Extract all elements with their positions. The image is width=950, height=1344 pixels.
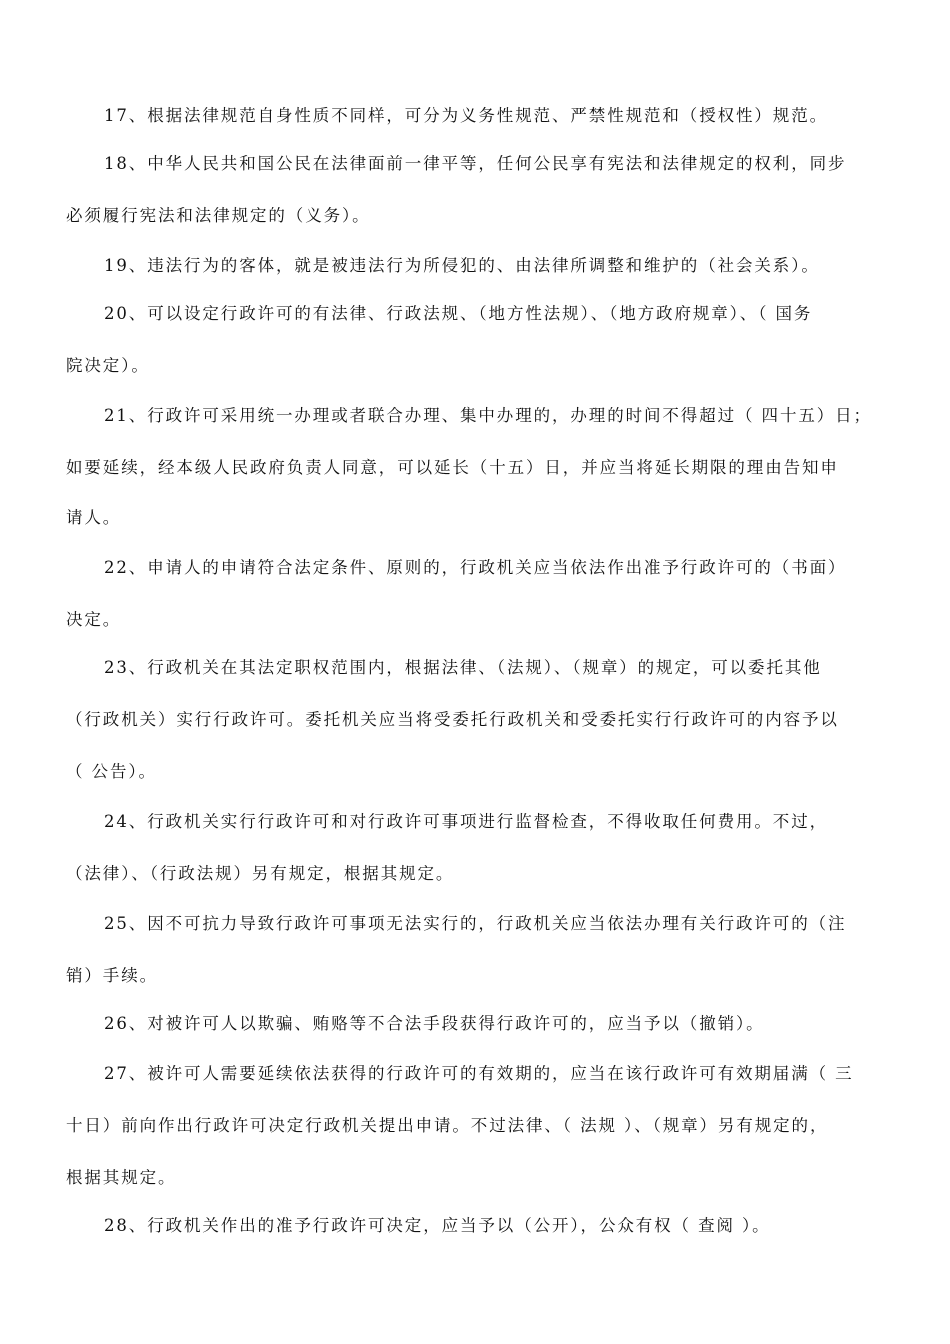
item-21-line-2: 如要延续，经本级人民政府负责人同意，可以延长（十五）日，并应当将延长期限的理由告知申 xyxy=(66,457,839,477)
item-27-line-1: 27、被许可人需要延续依法获得的行政许可的有效期的，应当在该行政许可有效期届满（ 三 xyxy=(104,1063,854,1083)
item-24-line-2: （法律）、（行政法规）另有规定，根据其规定。 xyxy=(66,863,455,883)
item-19-line-1: 19、违法行为的客体，就是被违法行为所侵犯的、由法律所调整和维护的（社会关系）。 xyxy=(104,255,820,275)
item-22-line-2: 决定。 xyxy=(66,609,122,629)
item-20-line-2: 院决定）。 xyxy=(66,355,150,375)
item-23-line-1: 23、行政机关在其法定职权范围内，根据法律、（法规）、（规章）的规定，可以委托其他 xyxy=(104,657,822,677)
item-25-line-1: 25、因不可抗力导致行政许可事项无法实行的，行政机关应当依法办理有关行政许可的（注 xyxy=(104,913,847,933)
item-20-line-1: 20、可以设定行政许可的有法律、行政法规、（地方性法规）、（地方政府规章）、（ 国务 xyxy=(104,303,813,323)
item-18-line-1: 18、中华人民共和国公民在法律面前一律平等，任何公民享有宪法和法律规定的权利，同步 xyxy=(104,153,847,173)
item-23-line-2: （行政机关）实行行政许可。委托机关应当将受委托行政机关和受委托实行行政许可的内容予以 xyxy=(66,709,839,729)
item-27-line-3: 根据其规定。 xyxy=(66,1167,177,1187)
item-24-line-1: 24、行政机关实行行政许可和对行政许可事项进行监督检查，不得收取任何费用。不过， xyxy=(104,811,828,831)
item-26-line-1: 26、对被许可人以欺骗、贿赂等不合法手段获得行政许可的，应当予以（撤销）。 xyxy=(104,1013,765,1033)
item-27-line-2: 十日）前向作出行政许可决定行政机关提出申请。不过法律、（ 法规 ）、（规章）另有规定的， xyxy=(66,1115,829,1135)
item-28-line-1: 28、行政机关作出的准予行政许可决定，应当予以（公开），公众有权（ 查阅 ）。 xyxy=(104,1215,771,1235)
item-23-line-3: （ 公告）。 xyxy=(66,761,157,781)
item-17-line-1: 17、根据法律规范自身性质不同样，可分为义务性规范、严禁性规范和（授权性）规范。 xyxy=(104,105,828,125)
item-21-line-3: 请人。 xyxy=(66,507,122,527)
item-22-line-1: 22、申请人的申请符合法定条件、原则的，行政机关应当依法作出准予行政许可的（书面） xyxy=(104,557,847,577)
item-18-line-2: 必须履行宪法和法律规定的（义务）。 xyxy=(66,205,371,225)
item-25-line-2: 销）手续。 xyxy=(66,965,158,985)
item-21-line-1: 21、行政许可采用统一办理或者联合办理、集中办理的，办理的时间不得超过（ 四十五）日； xyxy=(104,405,872,425)
